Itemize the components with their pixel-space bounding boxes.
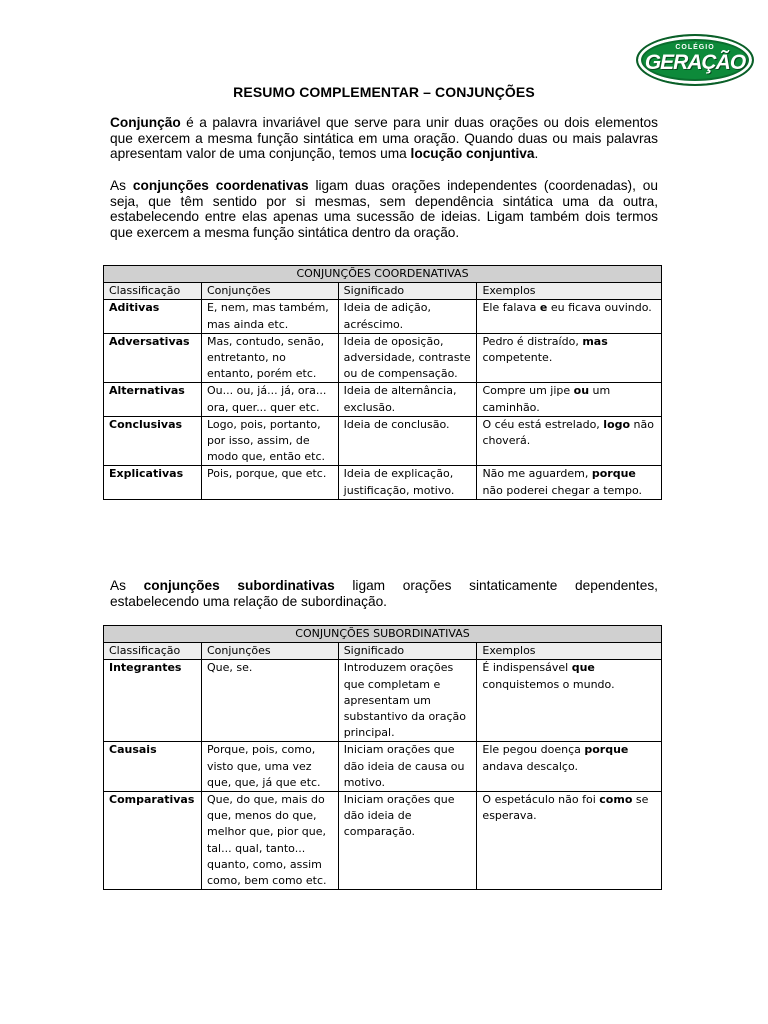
table-row: [104, 660, 662, 742]
coord-intro-pre: As: [110, 178, 133, 193]
example-cell: [477, 300, 662, 333]
table-title: CONJUNÇÕES SUBORDINATIVAS: [104, 626, 662, 643]
example-text: Não me aguardem,: [482, 467, 592, 481]
example-text: Ele pegou doença: [482, 743, 585, 757]
subord-intro-paragraph: [110, 578, 658, 609]
table-title: CONJUNÇÕES COORDENATIVAS: [104, 266, 662, 283]
conjunctions-cell: Que, se.: [201, 660, 338, 742]
column-header: Conjunções: [201, 283, 338, 300]
meaning-cell: Introduzem orações que completam e apresentam um substantivo da oração principal.: [338, 660, 477, 742]
school-logo: [636, 34, 754, 86]
meaning-cell: Ideia de adição, acréscimo.: [338, 300, 477, 333]
example-highlight: como: [599, 793, 633, 807]
example-cell: [477, 742, 662, 792]
intro-text-1: é a palavra invariável que serve para unir duas orações ou dois elementos que exercem a mesma função sintática em uma oração. Quando duas ou mais palavras apresentam valor de uma conjunção, temos uma: [110, 115, 658, 161]
example-cell: [477, 416, 662, 466]
meaning-cell: Ideia de explicação, justificação, motivo.: [338, 466, 477, 499]
example-highlight: logo: [603, 417, 631, 431]
example-text: um caminhão.: [482, 384, 611, 414]
page-title: RESUMO COMPLEMENTAR – CONJUNÇÕES: [233, 84, 535, 100]
intro-term-2: locução conjuntiva: [410, 146, 535, 161]
column-header: Conjunções: [201, 643, 338, 660]
intro-paragraph: [110, 115, 658, 162]
conjunctions-cell: Porque, pois, como, visto que, uma vez que, que, já que etc.: [201, 742, 338, 792]
example-highlight: porque: [584, 743, 629, 757]
example-text: não choverá.: [482, 417, 655, 448]
classification-cell: Alternativas: [104, 383, 202, 416]
conjunctions-cell: Que, do que, mais do que, menos do que, melhor que, pior que, tal... qual, tanto... quanto, como, assim como, bem como etc.: [201, 792, 338, 890]
classification-cell: Explicativas: [104, 466, 202, 499]
example-text: É indispensável: [482, 661, 572, 675]
example-text: competente.: [482, 351, 553, 365]
example-highlight: porque: [591, 467, 636, 481]
conjunctions-cell: Ou... ou, já... já, ora... ora, quer... quer etc.: [201, 383, 338, 416]
column-header: Classificação: [104, 283, 202, 300]
classification-cell: Integrantes: [104, 660, 202, 742]
example-highlight: que: [571, 661, 595, 675]
intro-term: Conjunção: [110, 115, 181, 130]
example-text: eu ficava ouvindo.: [547, 301, 652, 315]
table-row: [104, 416, 662, 466]
classification-cell: Comparativas: [104, 792, 202, 890]
logo-top-text: COLÉGIO: [675, 44, 715, 51]
table-row: [104, 300, 662, 333]
meaning-cell: Iniciam orações que dão ideia de comparação.: [338, 792, 477, 890]
example-text: Pedro é distraído,: [482, 334, 583, 348]
example-highlight: e: [539, 301, 548, 315]
column-header: Significado: [338, 283, 477, 300]
coord-intro-text: ligam duas orações independentes (coordenadas), ou seja, que têm sentido por si mesmas, sem dependência sintática uma da outra, estabelecendo entre elas apenas uma sucessão de ideias. Ligam também dois termos que exercem a mesma função sintática dentro da oração.: [110, 178, 659, 240]
example-cell: [477, 333, 662, 383]
example-highlight: mas: [582, 334, 608, 348]
table-row: [104, 466, 662, 499]
column-header: Exemplos: [477, 283, 662, 300]
table-row: [104, 333, 662, 383]
subord-intro-text: ligam orações sintaticamente dependentes, estabelecendo uma relação de subordinação.: [110, 578, 658, 609]
table-row: [104, 383, 662, 416]
example-cell: [477, 383, 662, 416]
meaning-cell: Iniciam orações que dão ideia de causa ou motivo.: [338, 742, 477, 792]
example-cell: [477, 466, 662, 499]
example-text: conquistemos o mundo.: [482, 677, 615, 691]
coord-intro-term: conjunções coordenativas: [132, 178, 309, 193]
column-header: Classificação: [104, 643, 202, 660]
example-text: O céu está estrelado,: [482, 417, 604, 431]
example-text: Compre um jipe: [482, 384, 574, 398]
example-text: não poderei chegar a tempo.: [482, 483, 643, 497]
example-highlight: ou: [573, 384, 590, 398]
meaning-cell: Ideia de alternância, exclusão.: [338, 383, 477, 416]
conjunctions-cell: E, nem, mas também, mas ainda etc.: [201, 300, 338, 333]
coord-intro-paragraph: [110, 178, 658, 240]
conjunctions-cell: Mas, contudo, senão, entretanto, no entanto, porém etc.: [201, 333, 338, 383]
conjunctions-cell: Pois, porque, que etc.: [201, 466, 338, 499]
conjunctions-cell: Logo, pois, portanto, por isso, assim, de modo que, então etc.: [201, 416, 338, 466]
classification-cell: Conclusivas: [104, 416, 202, 466]
table-row: [104, 792, 662, 890]
example-text: se esperava.: [482, 793, 649, 823]
table-row: [104, 742, 662, 792]
meaning-cell: Ideia de conclusão.: [338, 416, 477, 466]
logo-main-text: GERAÇÃO: [644, 51, 746, 74]
column-header: Significado: [338, 643, 477, 660]
classification-cell: Adversativas: [104, 333, 202, 383]
intro-text-2: .: [534, 146, 539, 161]
subordinating-table: [103, 625, 662, 890]
classification-cell: Aditivas: [104, 300, 202, 333]
example-text: Ele falava: [482, 301, 540, 315]
classification-cell: Causais: [104, 742, 202, 792]
example-text: andava descalço.: [482, 759, 579, 773]
example-cell: [477, 660, 662, 742]
example-cell: [477, 792, 662, 890]
example-text: O espetáculo não foi: [482, 793, 600, 807]
meaning-cell: Ideia de oposição, adversidade, contraste ou de compensação.: [338, 333, 477, 383]
coordinating-table: [103, 265, 662, 500]
subord-intro-term: conjunções subordinativas: [143, 578, 335, 593]
subord-intro-pre: As: [110, 578, 144, 593]
column-header: Exemplos: [477, 643, 662, 660]
